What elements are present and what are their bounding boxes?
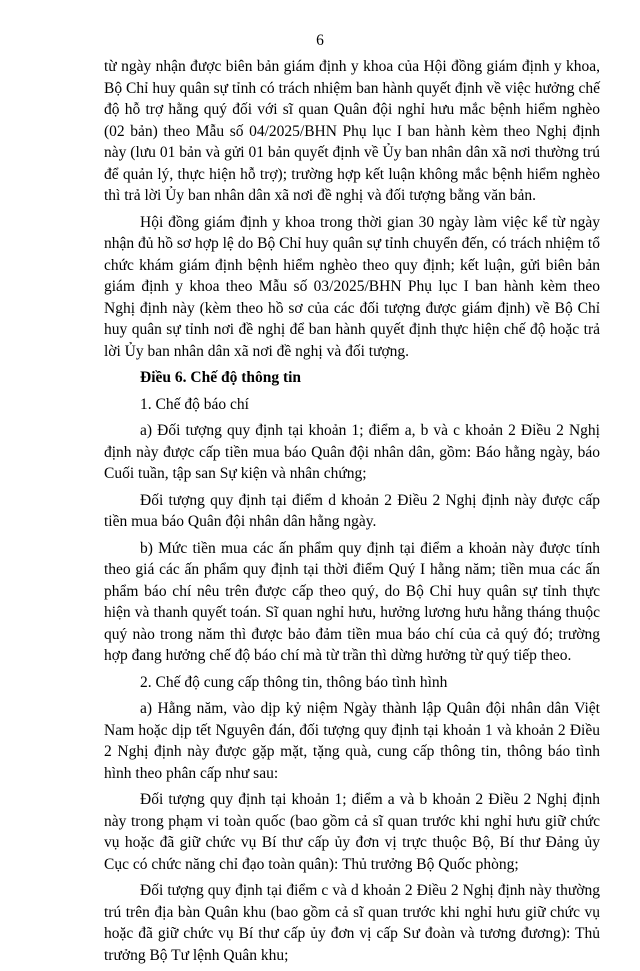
clause-heading: 2. Chế độ cung cấp thông tin, thông báo tình hình xyxy=(140,673,448,691)
paragraph-point-a: a) Đối tượng quy định tại khoản 1; điểm a, b và c khoản 2 Điều 2 Nghị định này được cấp tiền mua báo Quân đội nhân dân, gồm: Báo hằng ngày, báo Cuối tuần, tập san Sự kiện và nhân chứng; xyxy=(104,422,600,482)
paragraph-ministry: Đối tượng quy định tại khoản 1; điểm a và b khoản 2 Điều 2 Nghị định này trong phạm vi toàn quốc (bao gồm cả sĩ quan trước khi nghỉ hưu giữ chức vụ hoặc đã giữ chức vụ Bí thư cấp ủy đơn vị trực thuộc Bộ, Bí thư Đảng ủy Cục có chức năng chỉ đạo toàn quân): Thủ trưởng Bộ Quốc phòng; xyxy=(104,791,600,873)
paragraph-point-d: Đối tượng quy định tại điểm d khoản 2 Điều 2 Nghị định này được cấp tiền mua báo Quân đội nhân dân hằng ngày. xyxy=(104,491,600,530)
page-body xyxy=(104,56,600,971)
clause-heading: 1. Chế độ báo chí xyxy=(140,395,249,413)
paragraph-military-region: Đối tượng quy định tại điểm c và d khoản 2 Điều 2 Nghị định này thường trú trên địa bàn Quân khu (bao gồm cả sĩ quan trước khi nghỉ hưu giữ chức vụ hoặc đã giữ chức vụ Bí thư cấp ủy đơn vị cấp Sư đoàn và tương đương): Thủ trưởng Bộ Tư lệnh Quân khu; xyxy=(104,882,600,964)
paragraph-continuation: từ ngày nhận được biên bản giám định y khoa của Hội đồng giám định y khoa, Bộ Chỉ huy quân sự tỉnh có trách nhiệm ban hành quyết định về việc hưởng chế độ hỗ trợ hằng quý đối với sĩ quan Quân đội nghỉ hưu mắc bệnh hiểm nghèo (02 bản) theo Mẫu số 04/2025/BHN Phụ lục I ban hành kèm theo Nghị định này (lưu 01 bản và gửi 01 bản quyết định về Ủy ban nhân dân xã nơi thường trú để quản lý, thực hiện hỗ trợ); trường hợp kết luận không mắc bệnh hiểm nghèo thì trả lời Ủy ban nhân dân xã nơi đề nghị và đối tượng bằng văn bản. xyxy=(104,58,600,204)
page-number: 6 xyxy=(316,32,324,49)
paragraph-council: Hội đồng giám định y khoa trong thời gian 30 ngày làm việc kể từ ngày nhận đủ hồ sơ hợp lệ do Bộ Chỉ huy quân sự tỉnh chuyển đến, có trách nhiệm tổ chức khám giám định bệnh hiểm nghèo theo quy định; kết luận, gửi biên bản giám định y khoa theo Mẫu số 03/2025/BHN Phụ lục I ban hành kèm theo Nghị định này (kèm theo hồ sơ của các đối tượng được giám định) về Bộ Chỉ huy quân sự tỉnh nơi đề nghị để ban hành quyết định thực hiện chế độ hoặc trả lời Ủy ban nhân dân xã nơi đề nghị và đối tượng. xyxy=(104,213,600,360)
paragraph-annual: a) Hằng năm, vào dịp kỷ niệm Ngày thành lập Quân đội nhân dân Việt Nam hoặc dịp tết Nguyên đán, đối tượng quy định tại khoản 1 và khoản 2 Điều 2 Nghị định này được gặp mặt, tặng quà, cung cấp thông tin, thông báo tình hình theo phân cấp như sau: xyxy=(104,700,600,782)
article-heading: Điều 6. Chế độ thông tin xyxy=(140,369,302,386)
paragraph-point-b: b) Mức tiền mua các ấn phẩm quy định tại điểm a khoản này được tính theo giá các ấn phẩm quy định tại thời điểm Quý I hằng năm; tiền mua các ấn phẩm báo chí nêu trên được cấp theo quý, do Bộ Chỉ huy quân sự tỉnh thực hiện và thanh quyết toán. Sĩ quan nghỉ hưu, hưởng lương hưu hằng tháng thuộc quý nào trong năm thì được bảo đảm tiền mua báo chí của cả quý đó; trường hợp đang hưởng chế độ báo chí mà từ trần thì dừng hưởng từ quý tiếp theo. xyxy=(104,539,600,664)
